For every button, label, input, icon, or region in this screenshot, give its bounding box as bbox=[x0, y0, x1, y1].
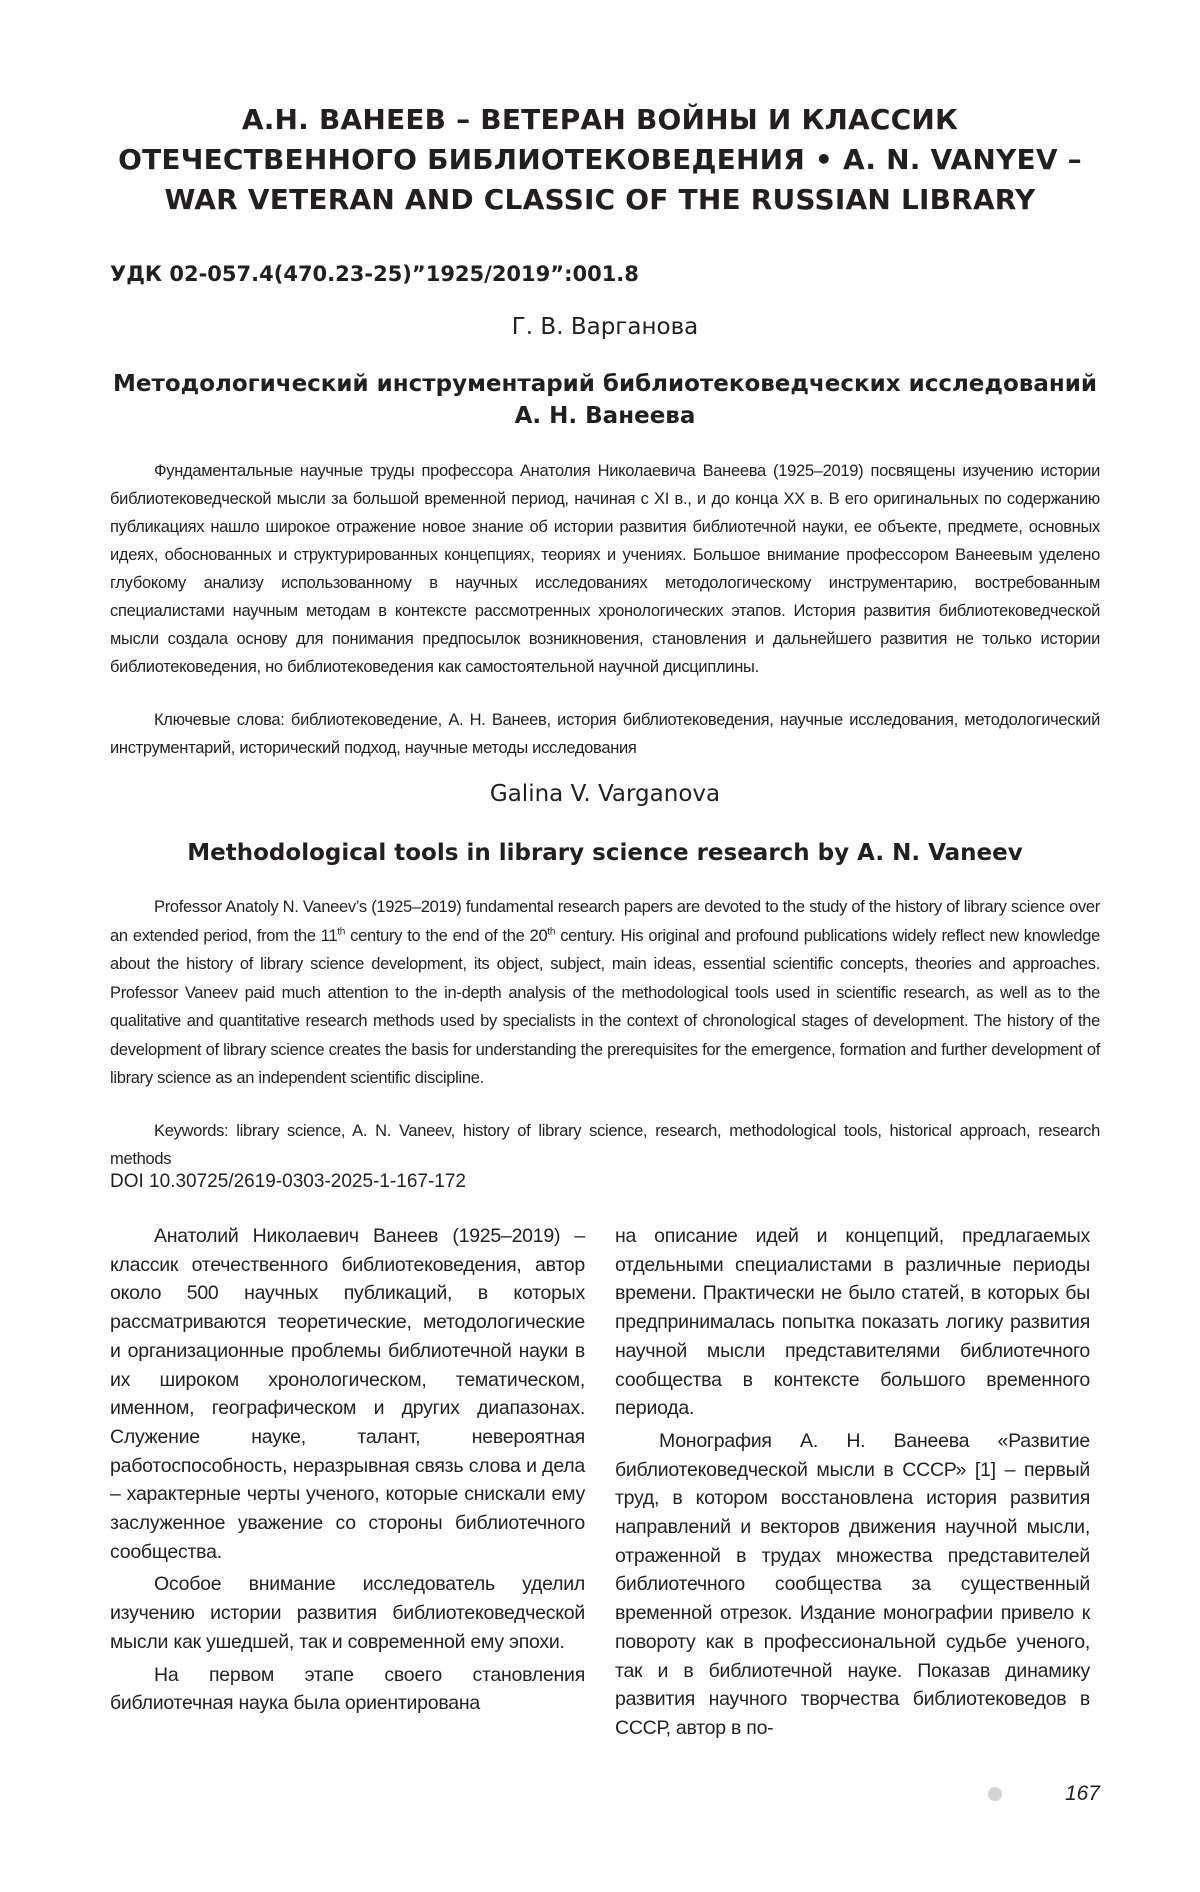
body-column-right bbox=[615, 1222, 1090, 1747]
keywords-en: Keywords: library science, A. N. Vaneev, history of library science, research, methodological tools, historical approach, research methods bbox=[110, 1122, 1100, 1168]
udk-code: УДК 02-057.4(470.23-25)”1925/2019”:001.8 bbox=[110, 262, 639, 286]
doi: DOI 10.30725/2619-0303-2025-1-167-172 bbox=[110, 1171, 466, 1192]
body-paragraph: Монография А. Н. Ванеева «Развитие библиотековедческой мысли в СССР» [1] – первый труд, в котором восстановлена история развития направлений и векторов движения научной мысли, отраженной в трудах множества представителей библиотечного сообщества за существенный временной отрезок. Издание монографии привело к повороту как в профессиональной судьбе ученого, так и в библиотечной науке. Показав динамику развития научного творчества библиотековедов в СССР, автор в по- bbox=[615, 1429, 1090, 1739]
page-dot-icon bbox=[988, 1787, 1002, 1801]
abstract-en bbox=[110, 893, 1100, 1093]
author-name-en: Galina V. Varganova bbox=[489, 781, 721, 807]
body-paragraph: Особое внимание исследователь уделил изучению истории развития библиотековедческой мысли как ушедшей, так и современной ему эпохи. bbox=[110, 1573, 585, 1653]
page-number: 167 bbox=[1064, 1782, 1100, 1805]
abstract-en-part1: Professor Anatoly N. Vaneev’s (1925–2019) fundamental research papers are devoted to the study of the history of library science over an extended period, from the 11 bbox=[110, 898, 1100, 945]
keywords-ru: Ключевые слова: библиотековедение, А. Н. Ванеев, история библиотековедения, научные исследования, методологический инструментарий, исторический подход, научные методы исследования bbox=[110, 711, 1100, 757]
abstract-en-part2: century to the end of the 20 bbox=[345, 926, 548, 945]
body-paragraph: Анатолий Николаевич Ванеев (1925–2019) – классик отечественного библиотековедения, автор около 500 научных публикаций, в которых рассматриваются теоретические, методологические и организационные проблемы библиотечной науки в их широком хронологическом, тематическом, именном, географическом и других диапазонах. Служение науке, талант, невероятная работоспособность, неразрывная связь слова и дела – характерные черты ученого, которые снискали ему заслуженное уважение со стороны библиотечного сообщества. bbox=[110, 1225, 585, 1563]
body-paragraph: на описание идей и концепций, предлагаемых отдельными специалистами в различные периоды времени. Практически не было статей, в которых бы предпринималась попытка показать логику развития научной мысли представителями библиотечного сообщества в контексте большого временного периода. bbox=[615, 1225, 1090, 1420]
section-title: А.Н. ВАНЕЕВ – ВЕТЕРАН ВОЙНЫ И КЛАССИК ОТЕЧЕСТВЕННОГО БИБЛИОТЕКОВЕДЕНИЯ • A. N. VANYEV – WAR VETERAN AND CLASSIC OF THE RUSSIAN LIBRARY bbox=[118, 103, 1082, 216]
body-column-left bbox=[110, 1222, 585, 1722]
abstract-en-part3: century. His original and profound publications widely reflect new knowledge about the history of library science development, its object, subject, main ideas, essential scientific concepts, theories and approaches. Professor Vaneev paid much attention to the in-depth analysis of the methodological tools used in scientific research, as well as to the qualitative and quantitative research methods used by specialists in the context of chronological stages of development. The history of the development of library science creates the basis for understanding the prerequisites for the emergence, formation and further development of library science as an independent scientific discipline. bbox=[110, 926, 1100, 1087]
body-paragraph: На первом этапе своего становления библиотечная наука была ориентирована bbox=[110, 1663, 585, 1715]
abstract-en-sup1: th bbox=[337, 926, 346, 937]
article-title-ru: Методологический инструментарий библиотековедческих исследований А. Н. Ванеева bbox=[113, 371, 1097, 429]
article-title-en: Methodological tools in library science research by A. N. Vaneev bbox=[187, 840, 1023, 866]
abstract-ru: Фундаментальные научные труды профессора Анатолия Николаевича Ванеева (1925–2019) посвящены изучению истории библиотековедческой мысли за большой временной период, начиная с XI в., и до конца XX в. В его оригинальных по содержанию публикациях нашло широкое отражение новое знание об истории развития библиотечной науки, ее объекте, предмете, основных идеях, обоснованных и структурированных концепциях, теориях и учениях. Большое внимание профессором Ванеевым уделено глубокому анализу использованному в научных исследованиях методологическому инструментарию, востребованным специалистами научным методам в контексте рассмотренных хронологических этапов. История развития библиотековедческой мысли создала основу для понимания предпосылок возникновения, становления и дальнейшего развития не только истории библиотековедения, но библиотековедения как самостоятельной научной дисциплины. bbox=[110, 462, 1100, 676]
author-name-ru: Г. В. Варганова bbox=[511, 314, 699, 340]
abstract-en-sup2: th bbox=[547, 926, 556, 937]
